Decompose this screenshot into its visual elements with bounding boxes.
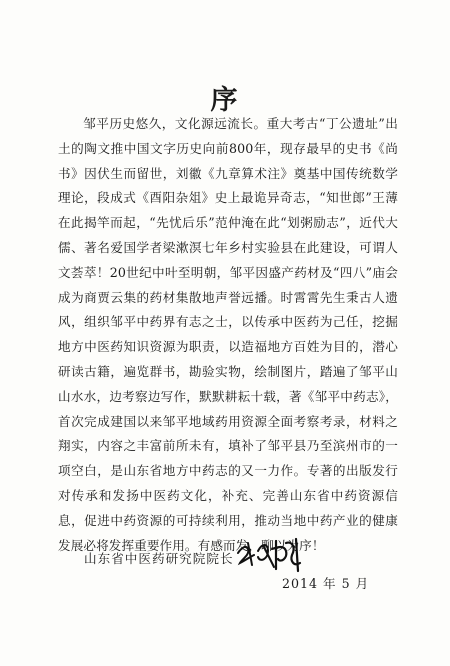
handwritten-signature xyxy=(234,533,312,573)
page-title: 序 xyxy=(210,85,240,116)
signature-affiliation: 山东省中医药研究院院长 xyxy=(84,551,234,566)
document-date: 2014 年 5 月 xyxy=(282,576,370,591)
preface-body-text: 邹平历史悠久，文化源远流长。重大考古“丁公遗址”出土的陶文推中国文字历史向前800年，现存最早的史书《尚书》因伏生而留世，刘徽《九章算术注》奠基中国传统数学理论，段成式《酉阳杂俎》史上最诡异奇志，“知世郎”王薄在此揭竿而起，“先忧后乐”范仲淹在此“划粥励志”，近代大儒、著名爱国学者梁漱溟七年乡村实验县在此建设，可谓人文荟萃！20世纪中叶至明朝，邹平因盛产药材及“四八”庙会成为商贾云集的药材集散地声誉远播。时霄霄先生秉古人遗风，组织邹平中药界有志之士，以传承中医药为己任，挖掘地方中医药知识资源为职责，以造福地方百姓为目的，潜心研读古籍，遍览群书，勘验实物，绘制图片，踏遍了邹平山山水水，边考察边写作，默默耕耘十载，著《邹平中药志》，首次完成建国以来邹平地域药用资源全面考察考录，材料之翔实，内容之丰富前所未有，填补了邹平县乃至滨州市的一项空白，是山东省地方中药志的又一力作。专著的出版发行对传承和发扬中医药文化，补充、完善山东省中药资源信息，促进中药资源的可持续利用，推动当地中药产业的健康发展必将发挥重要作用。有感而发，聊以为序！ xyxy=(58,116,398,553)
